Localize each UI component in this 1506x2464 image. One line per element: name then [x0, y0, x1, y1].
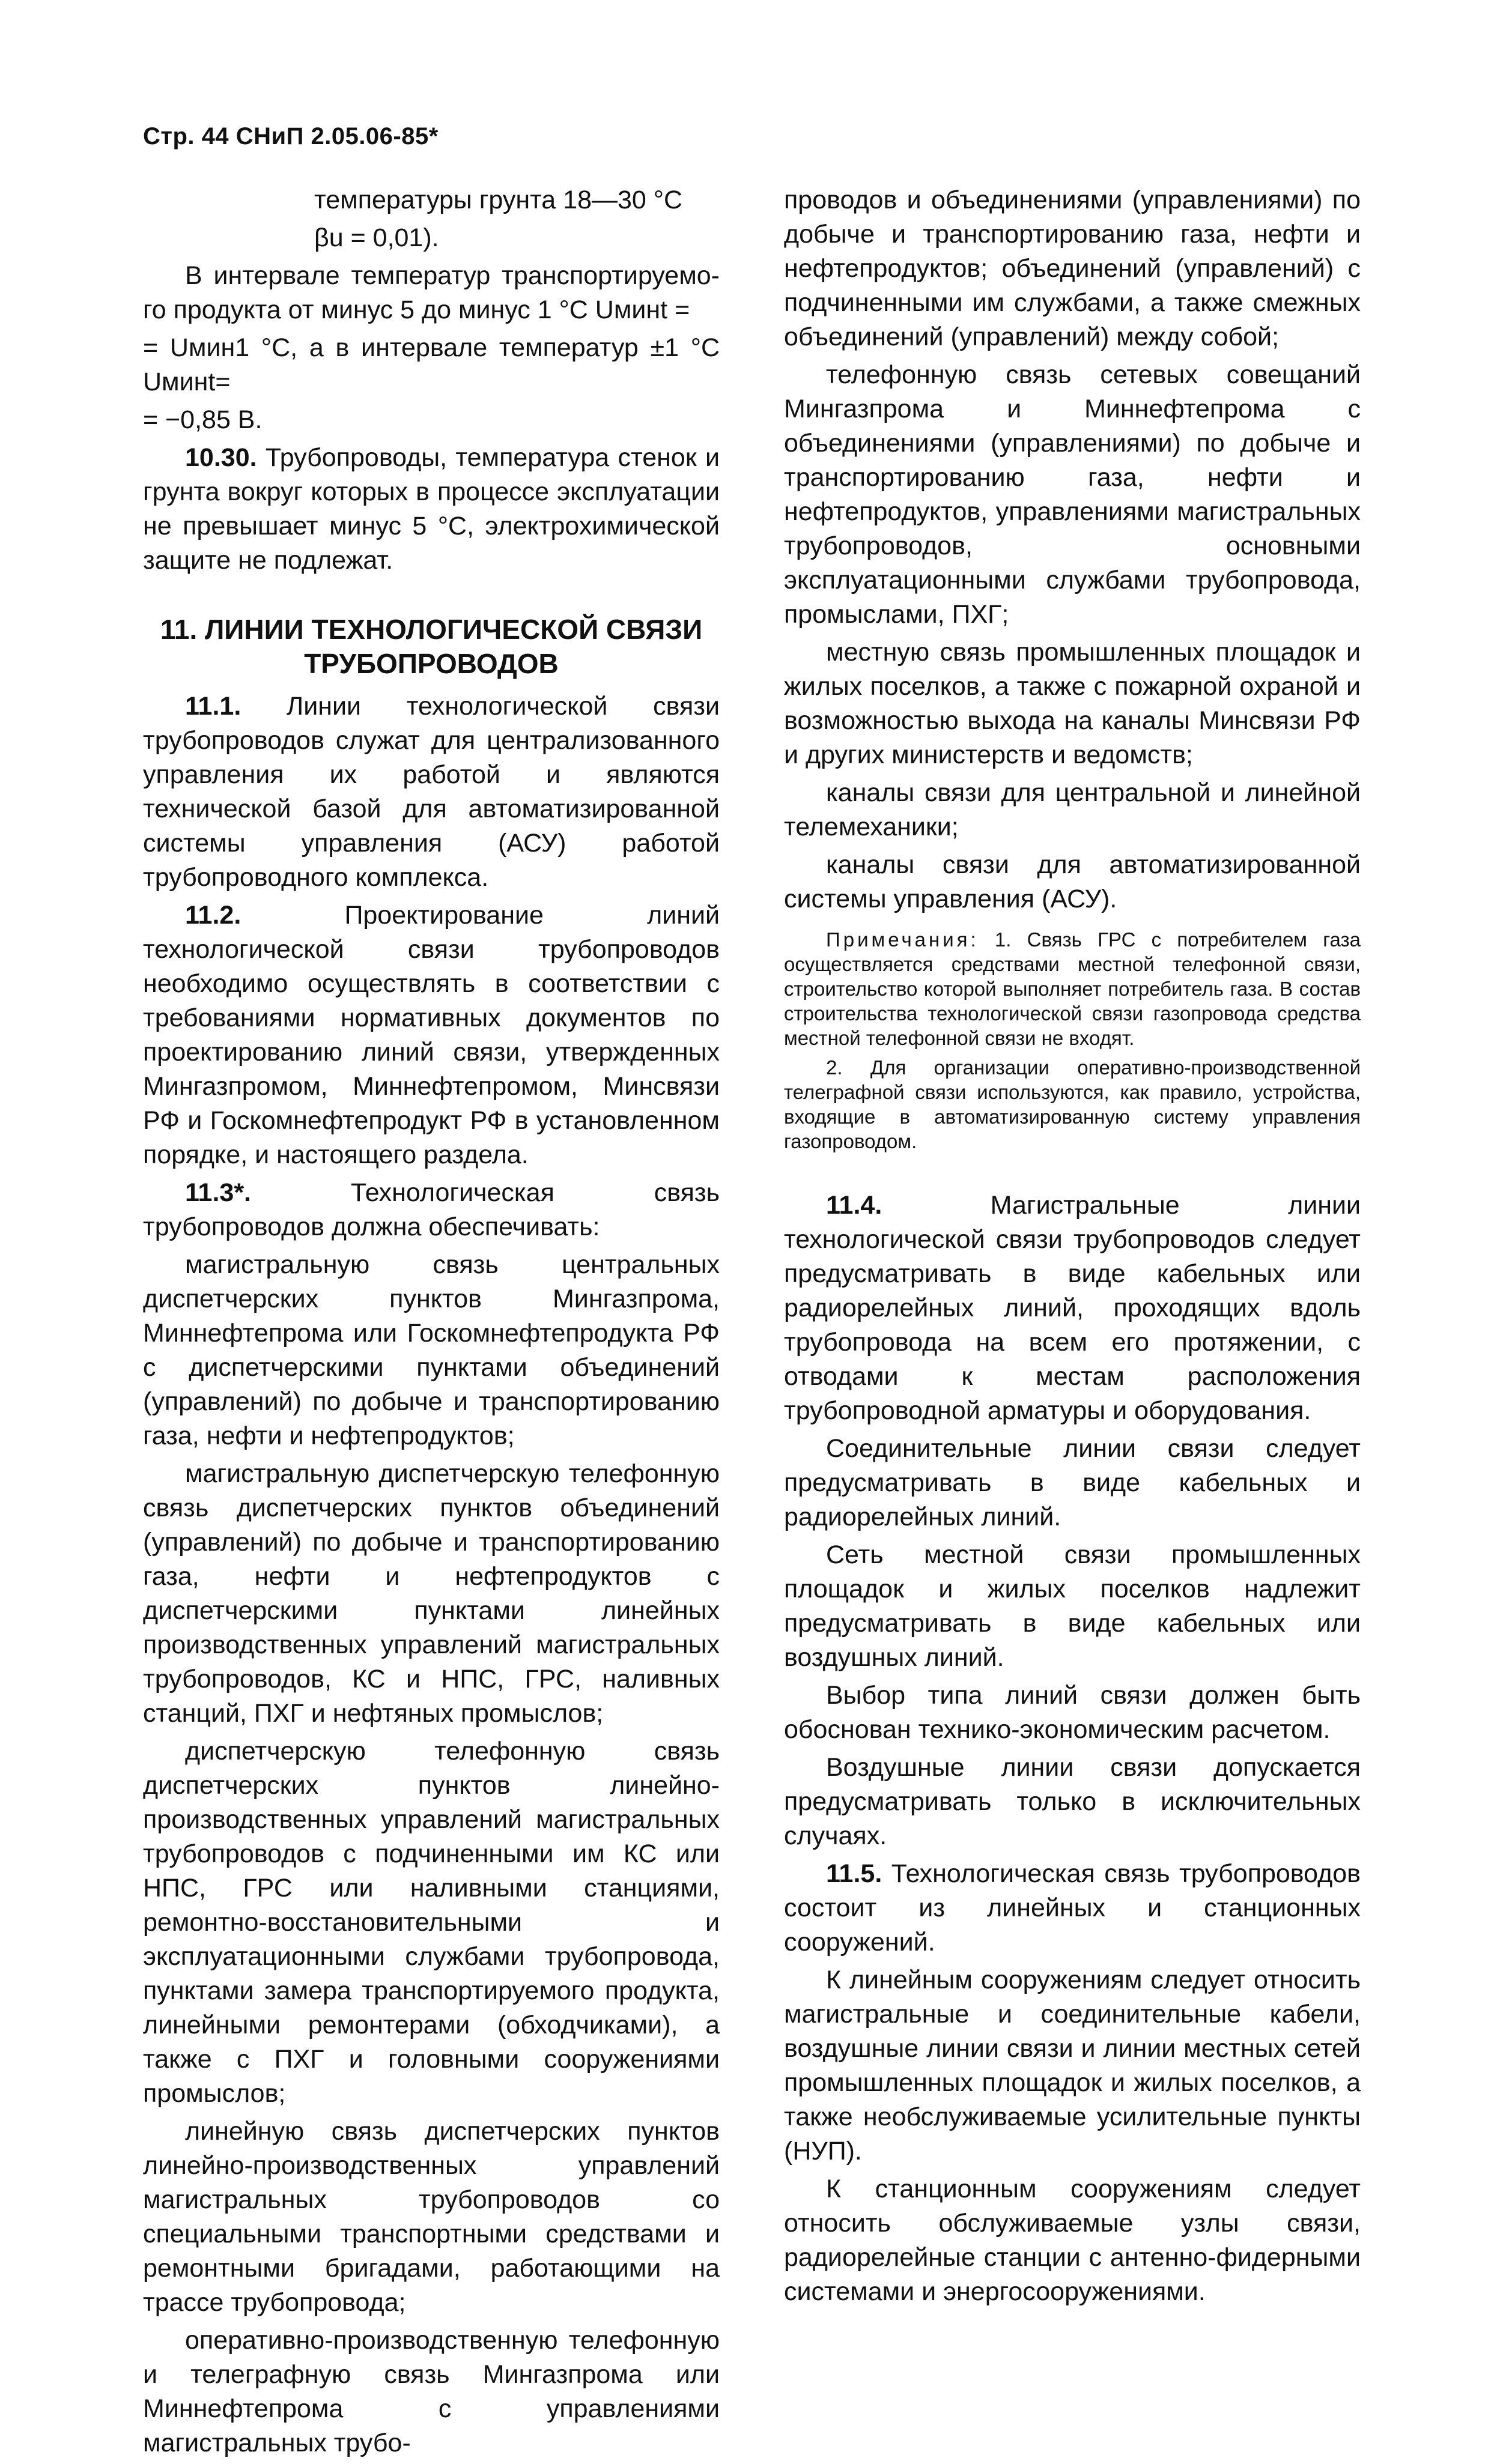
list-item: телефонную связь сетевых совещаний Мингазпрома и Миннефтепрома с объединениями (управлениями) по добыче и транспортированию газа, нефти и нефтепродуктов, управлениями магистральных трубопроводов, основными эксплуатационными службами трубопровода, промыслами, ПХГ;	[784, 360, 1361, 629]
list-item: магистральную связь центральных диспетчерских пунктов Мингазпрома, Миннефтепрома или Госкомнефтепродукта РФ с диспетчерскими пунктами объединений (управлений) по добыче и транспортированию газа, нефти и нефтепродуктов;	[143, 1250, 720, 1450]
paragraph: Соединительные линии связи следует предусматривать в виде кабельных и радиорелейных линий.	[784, 1434, 1361, 1531]
list-item: линейную связь диспетчерских пунктов линейно-производственных управлений магистральных трубопроводов со специальными транспортными средствами и ремонтными бригадами, работающими на трассе трубопровода;	[143, 2117, 720, 2317]
clause-text: Линии технологической связи трубопроводов служат для централизованного управления их работой и являются технической базой для автоматизированной системы управления (АСУ) работой трубопроводного комплекса.	[143, 692, 720, 892]
section-title	[143, 613, 720, 681]
paragraph: Сеть местной связи промышленных площадок и жилых поселков надлежит предусматривать в виде кабельных или воздушных линий.	[784, 1540, 1361, 1672]
paragraph: = −0,85 В.	[143, 405, 263, 434]
section-title-line-1: 11. ЛИНИИ ТЕХНОЛОГИЧЕСКОЙ СВЯЗИ	[160, 614, 703, 645]
note-2: 2. Для организации оперативно-производственной телеграфной связи используются, как правило, устройства, входящие в автоматизированную систему управления газопроводом.	[784, 1056, 1361, 1152]
page-header: Стр. 44 СНиП 2.05.06-85*	[143, 123, 439, 150]
note-1	[784, 927, 1361, 1050]
clause-text: Магистральные линии технологической связи трубопроводов следует предусматривать в виде кабельных или радиорелейных линий, проходящих вдоль трубопровода на всем его протяжении, с отводами к местам расположения трубопроводной арматуры и оборудования.	[784, 1191, 1361, 1425]
clause-number: 11.5.	[826, 1859, 882, 1888]
formula-line: температуры грунта 18—30 °С	[314, 186, 683, 214]
clause-10-30	[143, 441, 720, 578]
clause-text: Технологическая связь трубопроводов должна обеспечивать:	[143, 1178, 720, 1241]
clause-11-3	[143, 1176, 720, 1244]
clause-11-5	[784, 1857, 1361, 1960]
clause-11-2	[143, 898, 720, 1172]
list-item: каналы связи для автоматизированной системы управления (АСУ).	[784, 850, 1361, 913]
list-item: диспетчерскую телефонную связь диспетчерских пунктов линейно-производственных управлений магистральных трубопроводов с подчиненными им КС или НПС, ГРС или наливными станциями, ремонтно-восстановительными и эксплуатационными службами трубопровода, пунктами замера транспортируемого продукта, линейными ремонтерами (обходчиками), а также с ПХГ и головными сооружениями промыслов;	[143, 1737, 720, 2108]
paragraph: проводов и объединениями (управлениями) по добыче и транспортированию газа, нефти и нефтепродуктов; объединений (управлений) с подчиненными им службами, а также смежных объединений (управлений) между собой;	[784, 186, 1361, 351]
list-item: магистральную диспетчерскую телефонную связь диспетчерских пунктов объединений (управлений) по добыче и транспортированию газа, нефти и нефтепродуктов с диспетчерскими пунктами линейных производственных управлений магистральных трубопроводов, КС и НПС, ГРС, наливных станций, ПХГ и нефтяных промыслов;	[143, 1459, 720, 1728]
clause-text: Трубопроводы, температура стенок и грунта вокруг которых в процессе эксплуатации не превышает минус 5 °С, электрохимической защите не подлежат.	[143, 443, 720, 575]
note-text: 1. Связь ГРС с потребителем газа осуществляется средствами местной телефонной связи, строительство которой выполняет потребитель газа. В состав строительства технологической связи газопровода средства местной телефонной связи не входят.	[784, 928, 1361, 1049]
clause-text: Проектирование линий технологической связи трубопроводов необходимо осуществлять в соответствии с требованиями нормативных документов по проектированию линий связи, утвержденных Мингазпромом, Миннефтепромом, Минсвязи РФ и Госкомнефтепродукт РФ в установленном порядке, и настоящего раздела.	[143, 901, 720, 1169]
paragraph: = Uмин1 °С, а в интервале температур ±1 °С Uминt=	[143, 333, 720, 396]
paragraph: Выбор типа линий связи должен быть обоснован технико-экономическим расчетом.	[784, 1681, 1361, 1744]
paragraph: В интервале температур транспортируемо-го продукта от минус 5 до минус 1 °С Uминt =	[143, 261, 720, 324]
clause-text: Технологическая связь трубопроводов состоит из линейных и станционных сооружений.	[784, 1859, 1361, 1957]
list-item: оперативно-производственную телефонную и телеграфную связь Мингазпрома или Миннефтепрома с управлениями магистральных трубо-	[143, 2326, 720, 2457]
note-label: Примечания:	[826, 928, 979, 951]
formula-line: βu = 0,01).	[314, 223, 439, 252]
clause-number: 11.3*.	[185, 1178, 251, 1207]
right-column	[784, 183, 1361, 2313]
paragraph: К линейным сооружениям следует относить магистральные и соединительные кабели, воздушные линии связи и линии местных сетей промышленных площадок и жилых поселков, а также необслуживаемые усилительные пункты (НУП).	[784, 1966, 1361, 2166]
clause-number: 10.30.	[185, 443, 257, 472]
left-column	[143, 183, 720, 2464]
paragraph: Воздушные линии связи допускается предусматривать только в исключительных случаях.	[784, 1753, 1361, 1850]
list-item: местную связь промышленных площадок и жилых поселков, а также с пожарной охраной и возможностью выхода на каналы Минсвязи РФ и других министерств и ведомств;	[784, 638, 1361, 769]
clause-number: 11.1.	[185, 692, 241, 721]
list-item: каналы связи для центральной и линейной телемеханики;	[784, 778, 1361, 841]
clause-11-1	[143, 689, 720, 895]
section-title-line-2: ТРУБОПРОВОДОВ	[304, 648, 559, 679]
clause-number: 11.4.	[826, 1191, 882, 1220]
paragraph: К станционным сооружениям следует относить обслуживаемые узлы связи, радиорелейные станции с антенно-фидерными системами и энергосооружениями.	[784, 2175, 1361, 2306]
clause-11-4	[784, 1188, 1361, 1428]
notes-block	[784, 927, 1361, 1154]
clause-number: 11.2.	[185, 901, 241, 930]
